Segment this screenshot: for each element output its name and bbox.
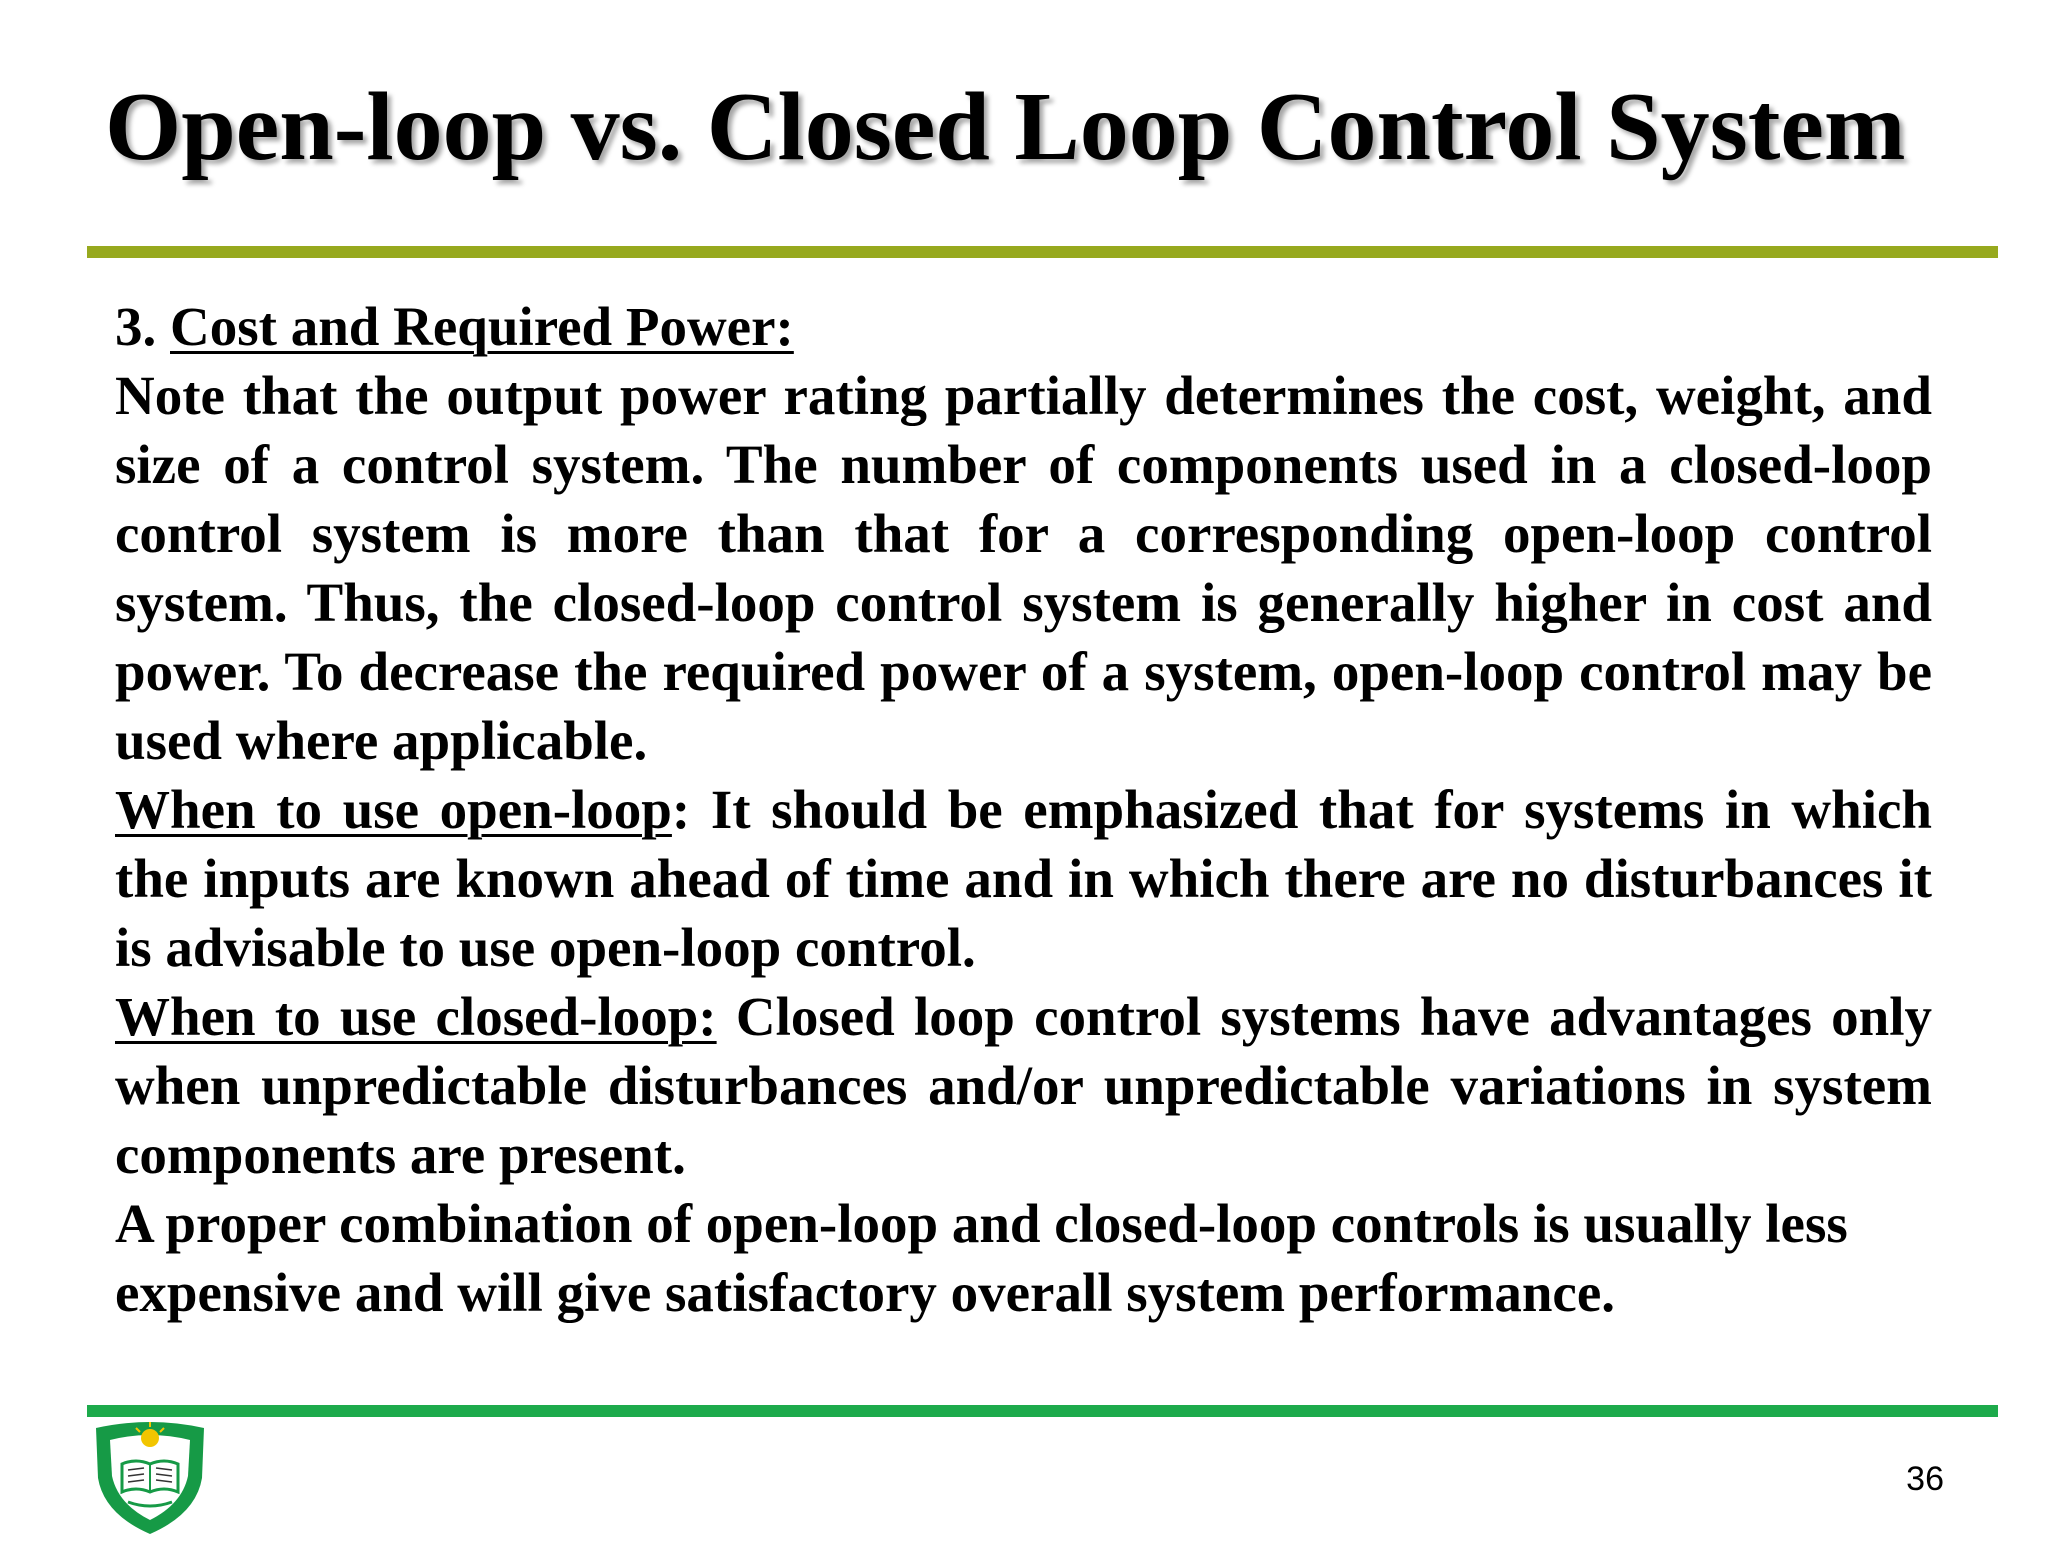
university-crest-icon: [88, 1418, 212, 1536]
conclusion-paragraph: A proper combination of open-loop and closed-loop controls is usually less expensive and will give satisfactory overall system performance.: [115, 1193, 1848, 1323]
section-heading-line: [115, 292, 1932, 361]
closed-loop-text: Closed loop control systems have advantages only when unpredictable disturbances and/or unpredictable variations in system components are present.: [115, 986, 1933, 1185]
closed-loop-label: When to use closed-loop:: [115, 986, 717, 1047]
open-loop-text: : It should be emphasized that for systems in which the inputs are known ahead of time and in which there are no disturbances it is advisable to use open-loop control.: [115, 779, 1932, 978]
slide-body: [115, 292, 1932, 1327]
section-number: 3.: [115, 296, 170, 357]
open-loop-paragraph: [115, 775, 1932, 982]
closed-loop-paragraph: [115, 982, 1932, 1189]
footer-divider: [87, 1405, 1998, 1417]
section-heading: Cost and Required Power:: [170, 296, 794, 357]
open-loop-label: When to use open-loop: [115, 779, 672, 840]
cost-power-paragraph: Note that the output power rating partially determines the cost, weight, and size of a control system. The number of components used in a closed-loop control system is more than that for a corresponding open-loop control system. Thus, the closed-loop control system is generally higher in cost and power. To decrease the required power of a system, open-loop control may be used where applicable.: [115, 365, 1932, 771]
slide-title: Open-loop vs. Closed Loop Control System: [105, 73, 1906, 181]
page-number: 36: [1906, 1460, 1944, 1498]
title-divider: [87, 246, 1998, 258]
